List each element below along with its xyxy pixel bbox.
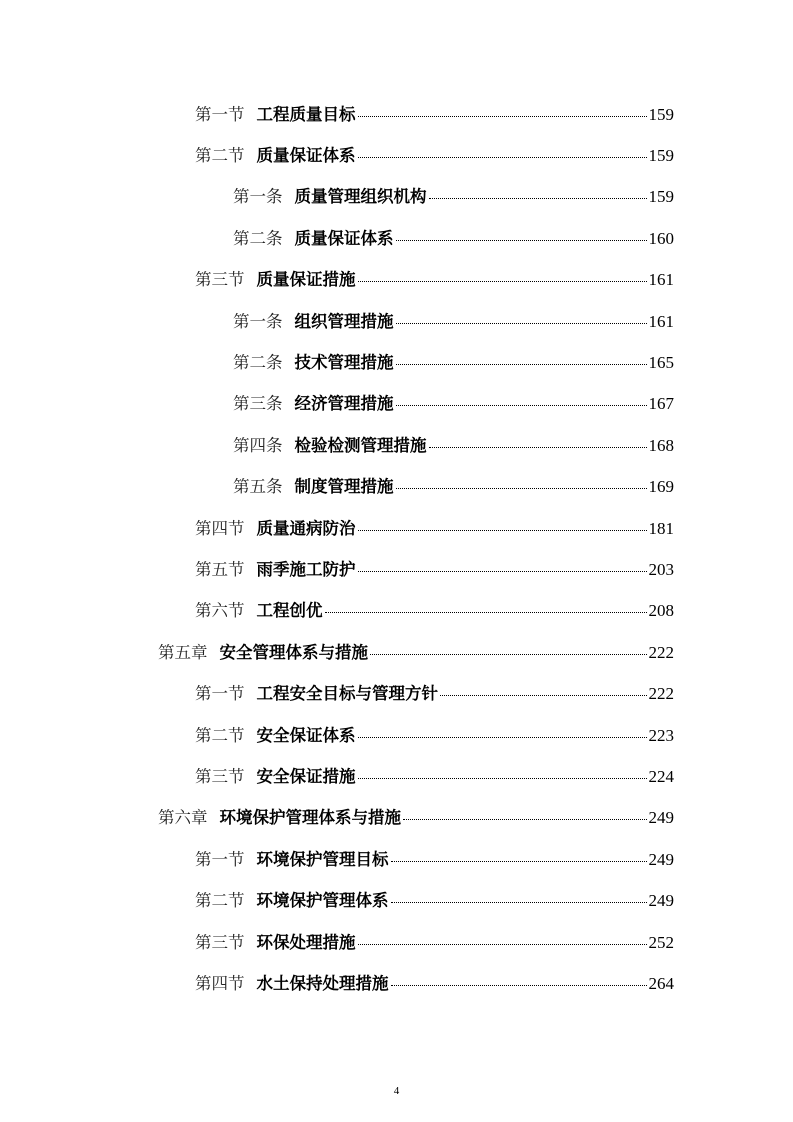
toc-entry-page: 168	[648, 435, 674, 455]
page-number: 4	[393, 1085, 400, 1097]
toc-dot-leader	[358, 116, 647, 117]
toc-entry-number: 第六章	[158, 808, 208, 828]
toc-entry-page: 161	[648, 311, 674, 331]
toc-entry-number: 第三节	[195, 766, 245, 786]
toc-entry-page: 249	[648, 808, 674, 828]
toc-entry-number: 第二节	[195, 146, 245, 166]
toc-entry[interactable]	[0, 340, 793, 381]
toc-entry-title: 制度管理措施	[294, 477, 394, 497]
toc-dot-leader	[358, 944, 647, 945]
toc-entry-number: 第一条	[233, 187, 283, 207]
toc-entry-content	[233, 183, 674, 207]
toc-entry[interactable]	[0, 754, 793, 795]
toc-dot-leader	[325, 612, 647, 613]
toc-entry-number: 第六节	[195, 601, 245, 621]
toc-entry-title: 工程安全目标与管理方针	[256, 684, 438, 704]
toc-entry-page: 222	[648, 642, 674, 662]
toc-dot-leader	[391, 902, 647, 903]
toc-entry[interactable]	[0, 423, 793, 464]
toc-entry-number: 第一节	[195, 104, 245, 124]
toc-entry[interactable]	[0, 920, 793, 961]
toc-entry-content	[195, 846, 674, 870]
toc-entry-page: 249	[648, 849, 674, 869]
toc-entry[interactable]	[0, 92, 793, 133]
toc-entry-title: 经济管理措施	[294, 394, 394, 414]
toc-entry[interactable]	[0, 837, 793, 878]
toc-entry-number: 第一节	[195, 684, 245, 704]
toc-entry-title: 水土保持处理措施	[256, 973, 389, 993]
toc-entry[interactable]	[0, 175, 793, 216]
table-of-contents	[0, 92, 793, 1003]
toc-entry-title: 雨季施工防护	[256, 559, 356, 579]
toc-entry-number: 第一条	[233, 311, 283, 331]
toc-entry-content	[233, 349, 674, 373]
toc-entry-title: 环保处理措施	[256, 932, 356, 952]
toc-entry-page: 159	[648, 146, 674, 166]
toc-entry-title: 组织管理措施	[294, 311, 394, 331]
toc-entry-content	[195, 763, 674, 787]
toc-entry-number: 第三节	[195, 270, 245, 290]
toc-dot-leader	[391, 861, 647, 862]
toc-entry[interactable]	[0, 547, 793, 588]
toc-dot-leader	[396, 405, 647, 406]
toc-entry-page: 160	[648, 228, 674, 248]
toc-entry-page: 181	[648, 518, 674, 538]
toc-entry-content	[195, 722, 674, 746]
toc-entry-number: 第五条	[233, 477, 283, 497]
toc-entry-number: 第五节	[195, 559, 245, 579]
toc-entry-page: 159	[648, 104, 674, 124]
toc-dot-leader	[358, 737, 647, 738]
toc-entry-title: 安全管理体系与措施	[219, 642, 368, 662]
toc-dot-leader	[370, 654, 647, 655]
toc-entry-content	[233, 473, 674, 497]
toc-dot-leader	[396, 364, 647, 365]
toc-entry-page: 222	[648, 684, 674, 704]
toc-entry-number: 第三条	[233, 394, 283, 414]
toc-entry-title: 质量保证措施	[256, 270, 356, 290]
toc-entry-number: 第二节	[195, 891, 245, 911]
toc-entry-number: 第四节	[195, 518, 245, 538]
toc-entry-page: 224	[648, 766, 674, 786]
toc-entry-page: 159	[648, 187, 674, 207]
toc-entry-title: 工程质量目标	[256, 104, 356, 124]
toc-entry-title: 质量通病防治	[256, 518, 356, 538]
toc-entry-number: 第四节	[195, 973, 245, 993]
toc-entry-page: 252	[648, 932, 674, 952]
toc-entry[interactable]	[0, 713, 793, 754]
toc-entry-content	[158, 639, 674, 663]
toc-entry-content	[195, 556, 674, 580]
toc-entry[interactable]	[0, 671, 793, 712]
toc-entry-title: 质量保证体系	[294, 228, 394, 248]
toc-entry-content	[195, 142, 674, 166]
toc-dot-leader	[396, 240, 647, 241]
toc-entry-content	[195, 929, 674, 953]
toc-entry-number: 第五章	[158, 642, 208, 662]
toc-entry-page: 161	[648, 270, 674, 290]
toc-entry-content	[195, 680, 674, 704]
toc-entry-number: 第三节	[195, 932, 245, 952]
toc-entry[interactable]	[0, 299, 793, 340]
toc-entry[interactable]	[0, 589, 793, 630]
toc-entry-title: 安全保证措施	[256, 766, 356, 786]
toc-entry-title: 技术管理措施	[294, 353, 394, 373]
toc-entry-content	[195, 515, 674, 539]
toc-entry-title: 安全保证体系	[256, 725, 356, 745]
toc-entry-page: 223	[648, 725, 674, 745]
toc-dot-leader	[403, 819, 647, 820]
toc-dot-leader	[358, 157, 647, 158]
toc-entry-number: 第四条	[233, 435, 283, 455]
toc-entry-content	[195, 266, 674, 290]
toc-entry-content	[195, 887, 674, 911]
toc-entry[interactable]	[0, 506, 793, 547]
toc-entry-title: 环境保护管理体系与措施	[219, 808, 401, 828]
toc-entry-number: 第二节	[195, 725, 245, 745]
toc-dot-leader	[358, 571, 647, 572]
toc-entry[interactable]	[0, 382, 793, 423]
toc-entry-page: 203	[648, 559, 674, 579]
toc-entry[interactable]	[0, 133, 793, 174]
toc-entry-number: 第二条	[233, 353, 283, 373]
toc-entry-number: 第一节	[195, 849, 245, 869]
toc-entry-page: 264	[648, 973, 674, 993]
toc-entry-title: 检验检测管理措施	[294, 435, 427, 455]
toc-entry-page: 208	[648, 601, 674, 621]
toc-entry-number: 第二条	[233, 228, 283, 248]
toc-entry-content	[233, 308, 674, 332]
toc-dot-leader	[358, 530, 647, 531]
toc-entry[interactable]	[0, 878, 793, 919]
toc-dot-leader	[396, 488, 647, 489]
toc-entry-title: 质量保证体系	[256, 146, 356, 166]
toc-dot-leader	[358, 778, 647, 779]
toc-dot-leader	[429, 198, 647, 199]
toc-entry[interactable]	[0, 630, 793, 671]
toc-entry-page: 165	[648, 353, 674, 373]
toc-entry-page: 167	[648, 394, 674, 414]
toc-entry[interactable]	[0, 465, 793, 506]
toc-entry-title: 工程创优	[256, 601, 323, 621]
toc-entry[interactable]	[0, 796, 793, 837]
toc-entry-title: 环境保护管理体系	[256, 891, 389, 911]
toc-entry[interactable]	[0, 216, 793, 257]
toc-dot-leader	[429, 447, 647, 448]
toc-entry-content	[195, 101, 674, 125]
toc-entry-content	[233, 432, 674, 456]
toc-entry-content	[195, 597, 674, 621]
toc-entry-content	[158, 804, 674, 828]
toc-dot-leader	[440, 695, 647, 696]
toc-entry-content	[233, 225, 674, 249]
toc-entry[interactable]	[0, 258, 793, 299]
toc-dot-leader	[396, 323, 647, 324]
toc-dot-leader	[391, 985, 647, 986]
toc-entry-title: 环境保护管理目标	[256, 849, 389, 869]
toc-entry-title: 质量管理组织机构	[294, 187, 427, 207]
toc-entry-content	[233, 390, 674, 414]
toc-entry-content	[195, 970, 674, 994]
toc-entry-page: 249	[648, 891, 674, 911]
toc-entry[interactable]	[0, 961, 793, 1002]
toc-dot-leader	[358, 281, 647, 282]
toc-entry-page: 169	[648, 477, 674, 497]
